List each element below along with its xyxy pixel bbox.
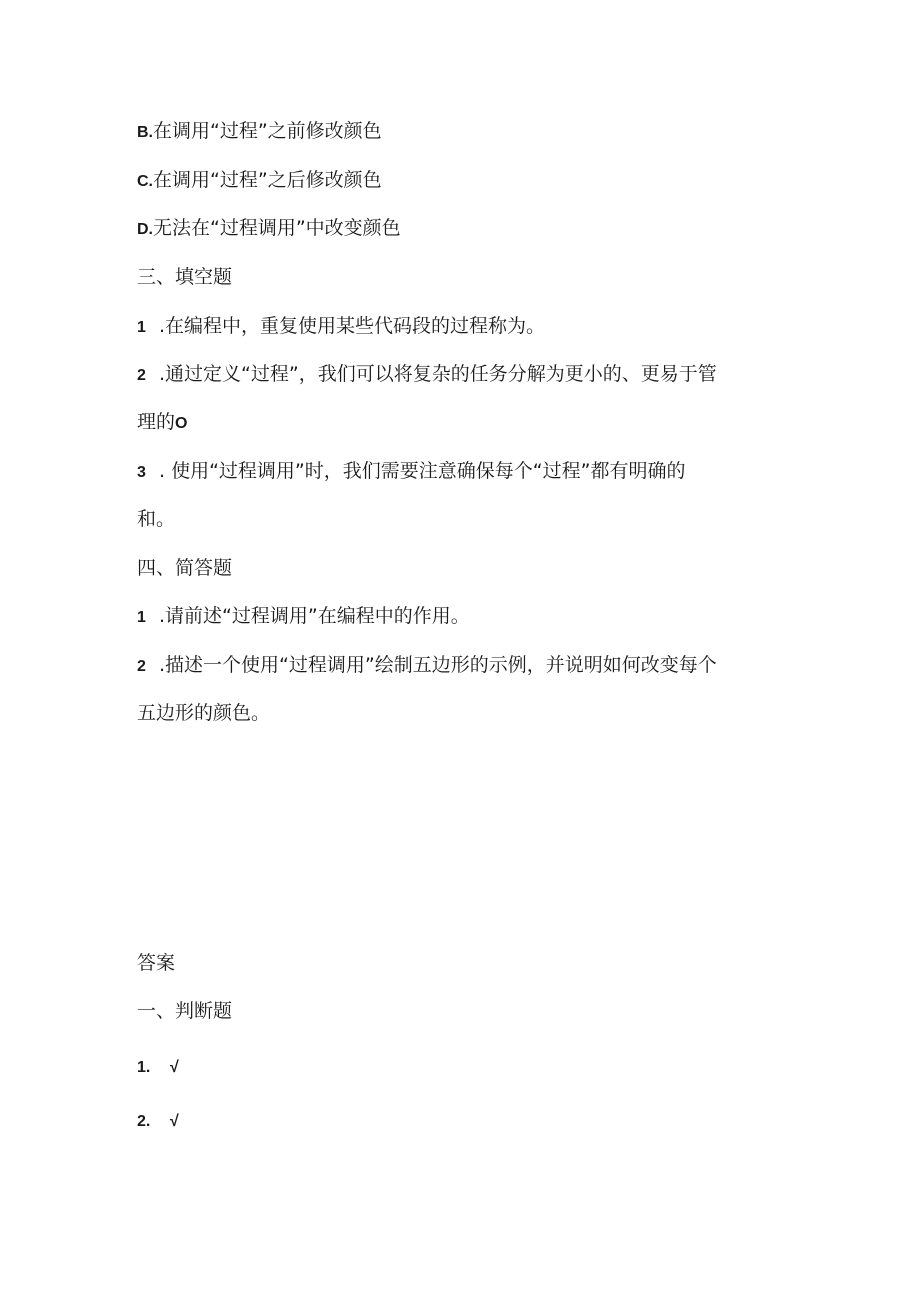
choice-text: 在调用“过程”之前修改颜色: [153, 120, 382, 142]
answer-item-1: [137, 1053, 179, 1081]
choice-b: [137, 118, 382, 146]
answers-section1-heading: 一、判断题: [137, 1000, 233, 1022]
item-text-tail: O: [175, 415, 188, 432]
choice-label: B.: [137, 124, 153, 141]
fill-blank-item-2: [137, 361, 717, 389]
choice-text: 在调用“过程”之后修改颜色: [153, 169, 382, 191]
choice-d: [137, 215, 401, 243]
answers-heading: 答案: [137, 952, 176, 974]
item-text-continued: 理的: [137, 411, 176, 433]
item-text: .在编程中，重复使用某些代码段的过程称为。: [159, 315, 546, 337]
choice-label: C.: [137, 173, 153, 190]
short-answer-item-1: [137, 603, 470, 631]
item-text: .通过定义“过程”，我们可以将复杂的任务分解为更小的、更易于管: [159, 363, 717, 385]
fill-blank-item-2-continued: [137, 409, 187, 437]
item-number: 2: [137, 367, 146, 384]
fill-blank-item-1: [137, 313, 545, 341]
choice-text: 无法在“过程调用”中改变颜色: [153, 217, 401, 239]
section-heading-fill-blank: 三、填空题: [137, 266, 233, 288]
answer-mark: √: [170, 1059, 179, 1076]
fill-blank-item-3: [137, 458, 685, 486]
item-number: 1: [137, 609, 146, 626]
item-text: .请前述“过程调用”在编程中的作用。: [159, 605, 470, 627]
section-heading-short-answer: 四、简答题: [137, 557, 233, 579]
short-answer-item-2: [137, 652, 717, 680]
item-text: .描述一个使用“过程调用”绘制五边形的示例，并说明如何改变每个: [159, 654, 717, 676]
answer-number: 2.: [137, 1113, 151, 1130]
item-text: . 使用“过程调用”时，我们需要注意确保每个“过程”都有明确的: [159, 460, 686, 482]
item-number: 1: [137, 319, 146, 336]
fill-blank-item-3-continued: 和。: [137, 508, 176, 530]
answer-mark: √: [170, 1113, 179, 1130]
item-number: 3: [137, 464, 146, 481]
short-answer-item-2-continued: 五边形的颜色。: [137, 702, 271, 724]
choice-c: [137, 167, 382, 195]
answer-number: 1.: [137, 1059, 151, 1076]
item-number: 2: [137, 658, 146, 675]
choice-label: D.: [137, 221, 153, 238]
answer-item-2: [137, 1107, 179, 1135]
